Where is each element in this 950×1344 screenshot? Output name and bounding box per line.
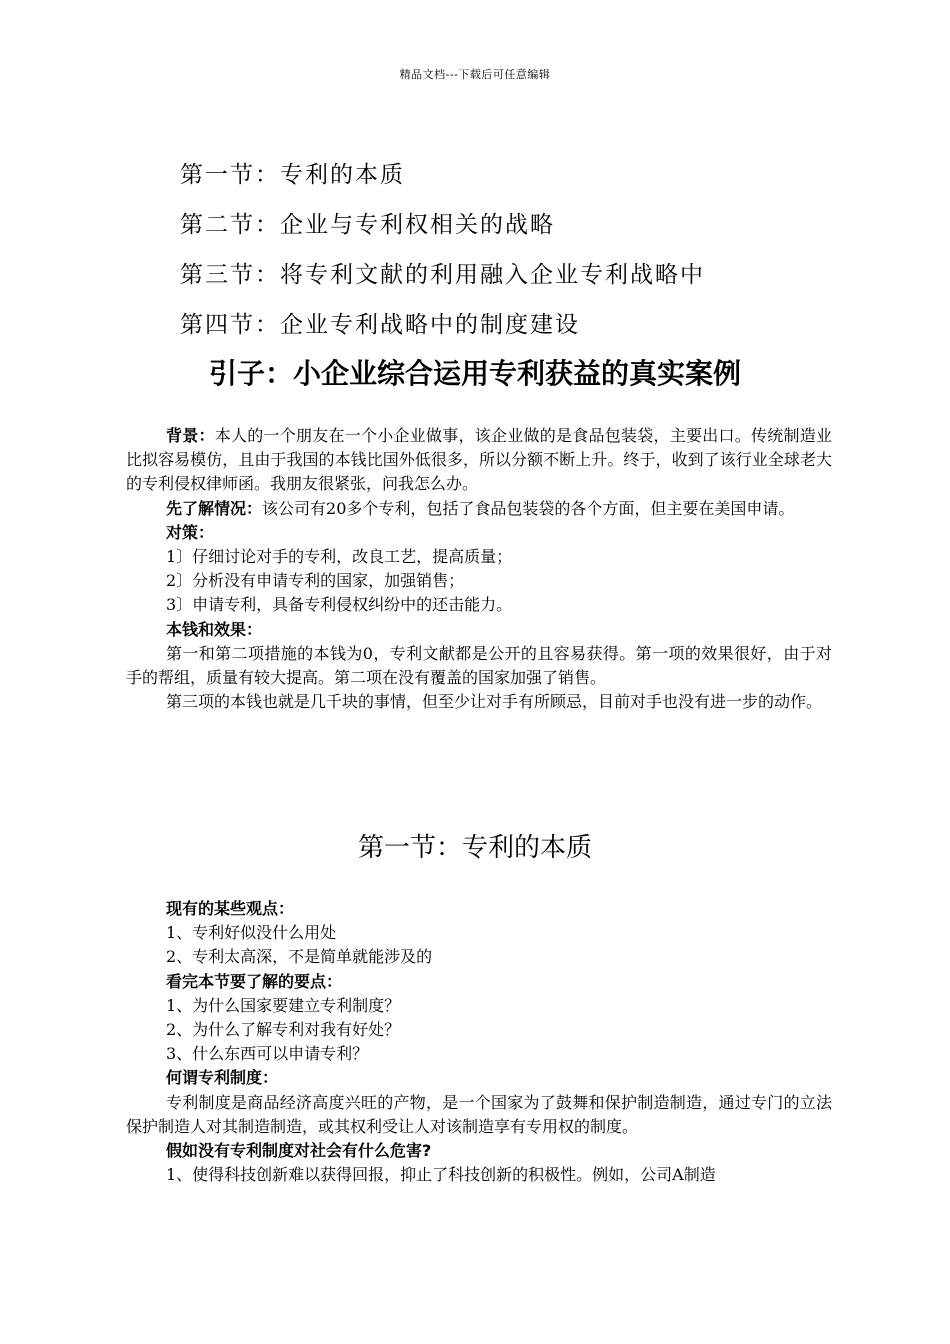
measure-item-1: 1〕仔细讨论对手的专利，改良工艺，提高质量； [166,547,513,567]
toc-item-2: 第二节：企业与专利权相关的战略 [180,212,555,238]
measure-item-2: 2〕分析没有申请专利的国家，加强销售； [166,571,465,591]
harm-paragraph: 1、使得科技创新难以获得回报，抑止了科技创新的积极性。例如，公司A制造 [166,1165,716,1185]
situation-text: 该公司有20多个专利，包括了食品包装袋的各个方面，但主要在美国申请。 [262,498,795,518]
toc-item-3: 第三节：将专利文献的利用融入企业专利战略中 [180,262,705,288]
situation-paragraph [126,497,832,521]
harm-label: 假如没有专利制度对社会有什么危害? [166,1141,432,1161]
intro-body [126,424,832,714]
background-label: 背景： [166,426,215,445]
point-item-1: 1、为什么国家要建立专利制度？ [166,995,401,1015]
background-text: 本人的一个朋友在一个小企业做事，该企业做的是食品包装袋，主要出口。传统制造业比拟容易模仿，且由于我国的本钱比国外低很多，所以分额不断上升。终于，收到了该行业全球老大的专利侵权律师函。我朋友很紧张，问我怎么办。 [126,426,832,494]
cost-paragraph-1: 第一和第二项措施的本钱为0，专利文献都是公开的且容易获得。第一项的效果很好，由于对手的帮组，质量有较大提高。第二项在没有覆盖的国家加强了销售。 [126,643,832,688]
page-header: 精品文档---下载后可任意编辑 [399,68,551,81]
section1-title: 第一节：专利的本质 [357,833,592,863]
section1-body [126,897,832,1187]
situation-label: 先了解情况： [166,498,263,518]
definition-paragraph: 专利制度是商品经济高度兴旺的产物，是一个国家为了鼓舞和保护制造制造，通过专门的立法保护制造人对其制造制造，或其权利受让人对该制造享有专用权的制度。 [126,1092,832,1136]
intro-title: 引子：小企业综合运用专利获益的真实案例 [208,357,741,390]
background-paragraph [126,424,832,497]
views-label: 现有的某些观点： [166,899,295,918]
toc-item-1: 第一节：专利的本质 [180,162,405,188]
definition-label: 何谓专利制度： [166,1068,279,1088]
view-item-2: 2、专利太高深，不是简单就能涉及的 [166,947,433,967]
cost-label: 本钱和效果： [166,619,263,639]
measures-label: 对策： [166,522,215,542]
cost-paragraph-2: 第三项的本钱也就是几千块的事情，但至少让对手有所顾忌，目前对手也没有进一步的动作。 [166,692,823,712]
point-item-2: 2、为什么了解专利对我有好处？ [166,1020,401,1040]
view-item-1: 1、专利好似没什么用处 [166,923,337,943]
point-item-3: 3、什么东西可以申请专利？ [166,1044,369,1064]
table-of-contents [180,150,705,350]
measure-item-3: 3〕申请专利，具备专利侵权纠纷中的还击能力。 [166,595,513,615]
toc-item-4: 第四节：企业专利战略中的制度建设 [180,312,580,338]
points-label: 看完本节要了解的要点： [166,971,343,991]
